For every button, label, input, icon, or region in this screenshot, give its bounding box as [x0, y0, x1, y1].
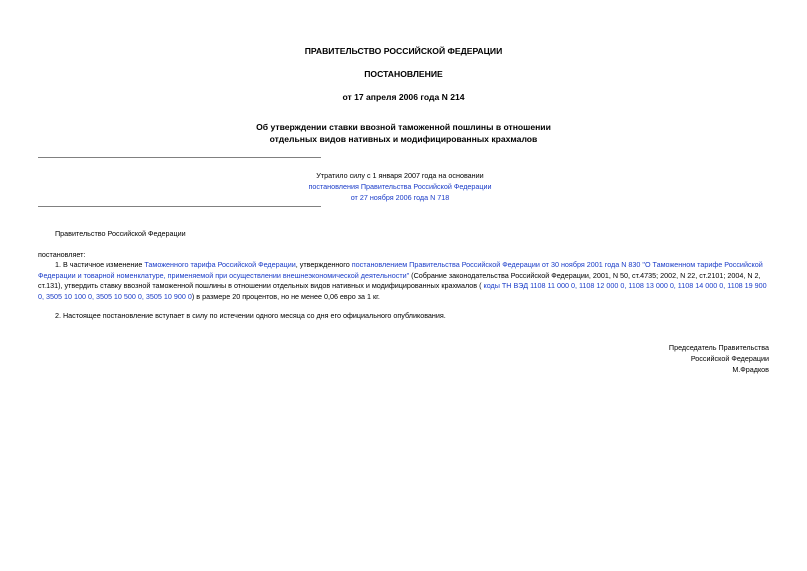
p1-text-d: ) в размере 20 процентов, но не менее 0,06 евро за 1 кг. — [191, 291, 380, 301]
paragraph-2: 2. Настоящее постановление вступает в силу по истечении одного месяца со дня его официального опубликования. — [55, 311, 446, 320]
p1-text-c: (Собрание законодательства Российской Федерации, 2001, N 50, ст.4735; 2002, N 22, ст.2101; 2004, N 2, ст.131), утвердить ставку ввозной таможенной пошлины в отношении отдельных видов нативных и модифицированных крахмалов ( — [38, 270, 761, 290]
paragraph-1 — [38, 260, 773, 302]
issuing-authority: ПРАВИТЕЛЬСТВО РОССИЙСКОЙ ФЕДЕРАЦИИ — [304, 46, 503, 56]
document-type: ПОСТАНОВЛЕНИЕ — [364, 69, 443, 79]
signature-position: Председатель Правительства — [668, 343, 769, 352]
p1-text-a: 1. В частичное изменение — [55, 260, 145, 269]
link-hs-codes[interactable]: коды ТН ВЭД 1108 11 000 0, 1108 12 000 0, 1108 13 000 0, 1108 14 000 0, 1108 19 900 0, 3505 10 100 0, 3505 10 500 0, 3505 10 900 0 — [38, 281, 767, 301]
divider-bottom — [38, 206, 321, 207]
divider-top — [38, 157, 321, 158]
intro-text: Правительство Российской Федерации — [55, 229, 186, 238]
status-note-line-1: Утратило силу с 1 января 2007 года на основании — [316, 171, 484, 180]
title-line-1: Об утверждении ставки ввозной таможенной пошлины в отношении — [256, 122, 551, 132]
signature-organization: Российской Федерации — [690, 354, 769, 363]
document-date-number: от 17 апреля 2006 года N 214 — [342, 92, 465, 102]
title-line-2: отдельных видов нативных и модифицированных крахмалов — [269, 133, 538, 144]
link-decree-830[interactable]: постановлением Правительства Российской Федерации от 30 ноября 2001 года N 830 "О Таможенном тарифе Российской Федерации и товарной номенклатуре, применяемой при осуществлении внешнеэкономической деятельности" — [38, 260, 763, 280]
status-note-link-date[interactable]: от 27 ноября 2006 года N 718 — [350, 193, 450, 202]
signature-name: М.Фрадков — [732, 365, 769, 374]
document-title — [0, 122, 807, 145]
status-note-link-decree[interactable]: постановления Правительства Российской Федерации — [308, 182, 492, 191]
p1-text-b: , утвержденного — [295, 260, 352, 269]
link-customs-tariff[interactable]: Таможенного тарифа Российской Федерации — [144, 260, 296, 269]
decrees-text: постановляет: — [38, 250, 86, 259]
